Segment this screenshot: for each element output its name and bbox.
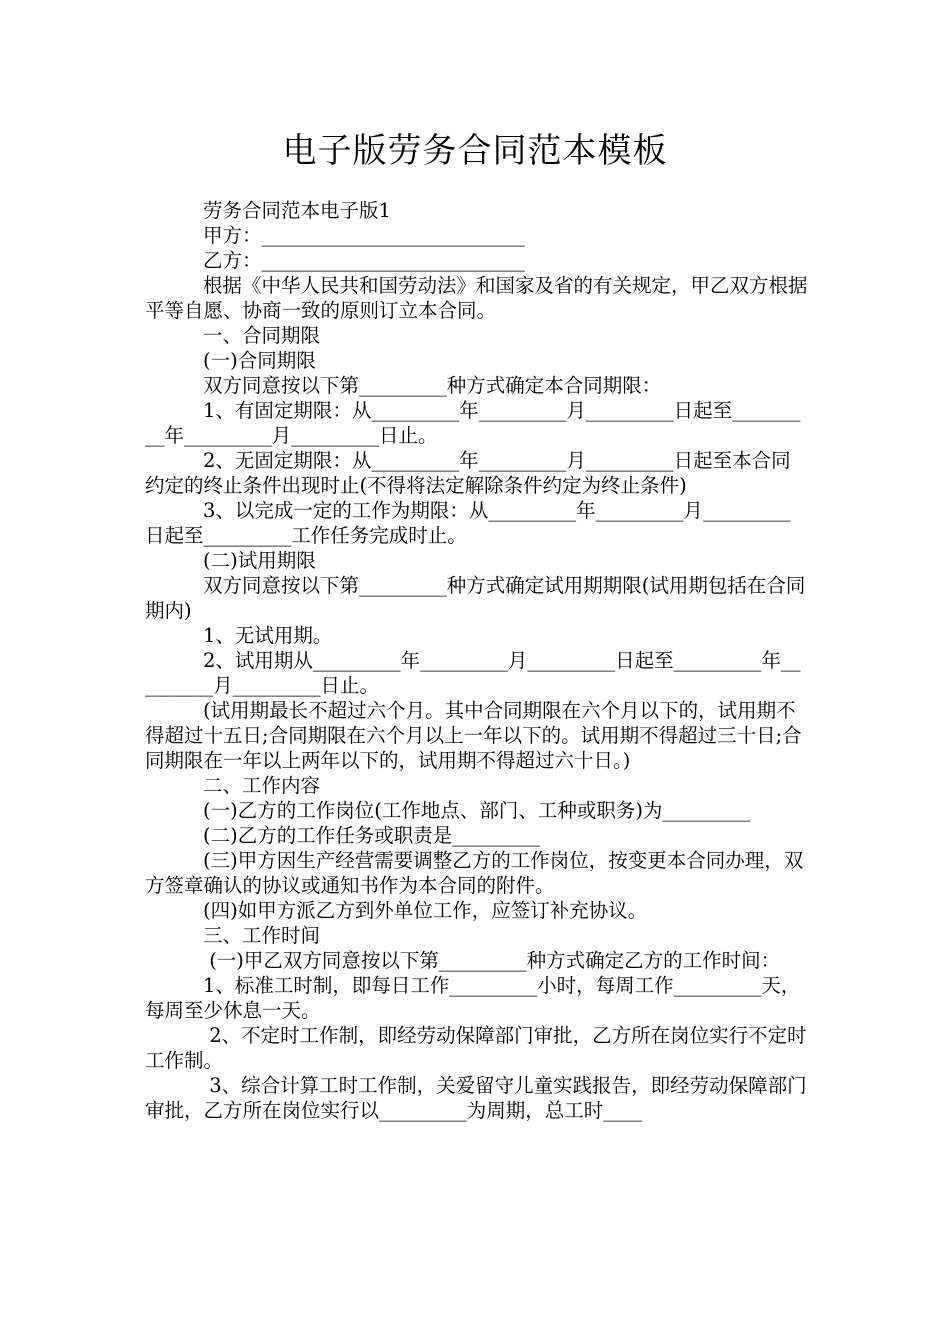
paragraph: (四)如甲方派乙方到外单位工作，应签订补充协议。	[203, 899, 648, 922]
paragraph: 甲方：___________________________	[203, 224, 525, 247]
paragraph: 1、有固定期限：从_________年_________月_________日起至_________年_________月_________日止。	[145, 399, 801, 447]
paragraph: 双方同意按以下第_________种方式确定本合同期限：	[203, 374, 662, 397]
document-title: 电子版劳务合同范本模板	[282, 131, 668, 171]
paragraph: 乙方：___________________________	[203, 249, 525, 272]
paragraph: (一)甲乙双方同意按以下第_________种方式确定乙方的工作时间：	[203, 949, 781, 972]
paragraph: 二、工作内容	[203, 774, 321, 797]
paragraph: 根据《中华人民共和国劳动法》和国家及省的有关规定，甲乙双方根据平等自愿、协商一致的原则订立本合同。	[145, 274, 808, 322]
paragraph: (二)试用期限	[203, 549, 316, 572]
document-body	[145, 198, 809, 1123]
paragraph: (一)乙方的工作岗位(工作地点、部门、工种或职务)为_________	[203, 799, 751, 822]
paragraph: 一、合同期限	[203, 324, 321, 347]
paragraph: (试用期最长不超过六个月。其中合同期限在六个月以下的，试用期不得超过十五日;合同期限在六个月以上一年以下的。试用期不得超过三十日;合同期限在一年以上两年以下的，试用期不得超过六十日。)	[145, 699, 802, 772]
paragraph: 1、标准工时制，即每日工作_________小时，每周工作_________天，每周至少休息一天。	[145, 974, 801, 1022]
paragraph: 3、以完成一定的工作为期限：从_________年_________月_________日起至_________工作任务完成时止。	[145, 499, 791, 547]
paragraph: 双方同意按以下第_________种方式确定试用期期限(试用期包括在合同期内)	[145, 574, 806, 622]
paragraph: 2、不定时工作制，即经劳动保障部门审批，乙方所在岗位实行不定时工作制。	[145, 1024, 807, 1072]
paragraph: 1、无试用期。	[203, 624, 333, 647]
paragraph: 三、工作时间	[203, 924, 321, 947]
paragraph: (三)甲方因生产经营需要调整乙方的工作岗位，按变更本合同办理，双方签章确认的协议或通知书作为本合同的附件。	[145, 849, 804, 897]
paragraph: 3、综合计算工时工作制，关爱留守儿童实践报告，即经劳动保障部门审批，乙方所在岗位实行以_________为周期，总工时____	[145, 1074, 807, 1122]
paragraph: 2、无固定期限：从_________年_________月_________日起至本合同约定的终止条件出现时止(不得将法定解除条件约定为终止条件)	[145, 449, 791, 497]
paragraph: (二)乙方的工作任务或职责是_________	[203, 824, 540, 847]
paragraph: (一)合同期限	[203, 349, 316, 372]
paragraph: 2、试用期从_________年_________月_________日起至_________年_________月_________日止。	[145, 649, 801, 697]
paragraph: 劳务合同范本电子版1	[203, 199, 391, 222]
